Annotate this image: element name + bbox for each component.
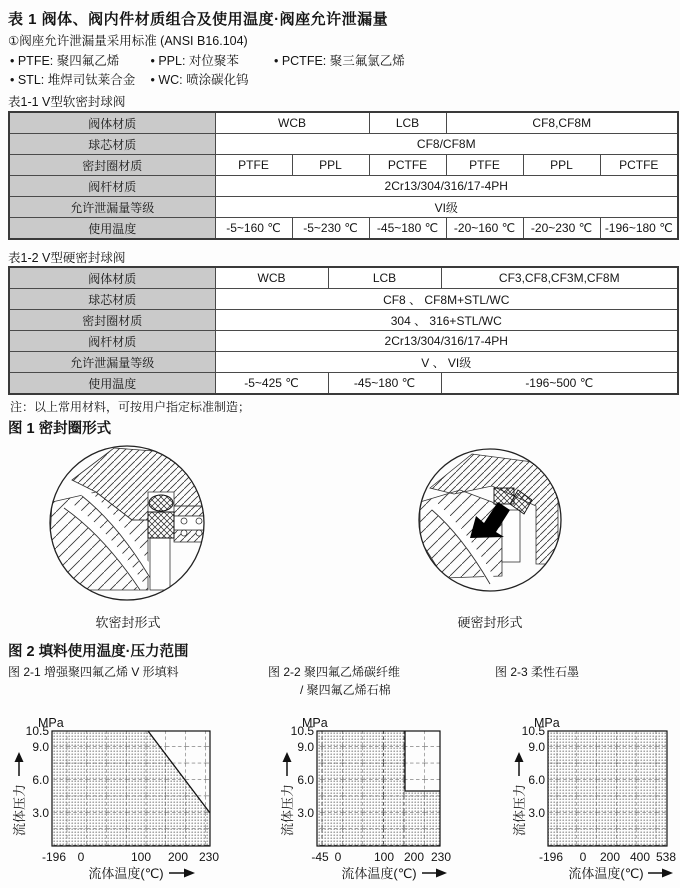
cell-body-wcb: WCB	[215, 267, 328, 289]
row-label: 球芯材质	[9, 289, 215, 310]
y-axis-label: 流体压力	[280, 783, 295, 836]
table1-1-caption: 表1-1 V型软密封球阀	[8, 95, 126, 109]
figure1-title: 图 1 密封圈形式	[8, 421, 112, 437]
cell-leakage-class: VI级	[215, 197, 678, 218]
x-axis-arrow-icon	[662, 869, 673, 878]
y-tick: 6.0	[32, 773, 49, 787]
spring-pin	[181, 518, 187, 524]
abbr-pctfe: • PCTFE: 聚三氟氯乙烯	[273, 54, 405, 68]
y-axis-arrow-icon	[15, 752, 24, 762]
x-tick: -196	[538, 850, 564, 864]
row-label: 密封圈材质	[9, 155, 215, 176]
cell-temp-5: -20~230 ℃	[523, 218, 600, 240]
x-tick: 400	[629, 850, 651, 864]
abbr-ptfe: • PTFE: 聚四氟乙烯	[10, 54, 120, 68]
x-axis-arrow-icon	[436, 869, 447, 878]
table-row-stem-material	[9, 331, 678, 352]
cell-temp-6: -196~180 ℃	[600, 218, 678, 240]
seat-retainer-lower	[174, 530, 212, 542]
abbreviation-row-2	[10, 70, 249, 88]
abbr-stl: • STL: 堆焊司钛莱合金	[10, 73, 136, 87]
y-axis-label: 流体压力	[512, 783, 527, 836]
seat-bore-channel	[150, 538, 170, 590]
y-axis-arrow-icon	[515, 752, 524, 762]
chart1-caption: 图 2-1 增强聚四氟乙烯 V 形填料	[8, 665, 179, 679]
y-tick: 6.0	[528, 773, 545, 787]
row-label: 使用温度	[9, 373, 215, 395]
hard-seal-diagram	[414, 444, 566, 596]
soft-seat-ring	[148, 512, 174, 538]
y-tick: 10.5	[25, 724, 49, 738]
cell-body-cf8: CF8,CF8M	[446, 112, 678, 134]
chart2-caption-line1: 图 2-2 聚四氟乙烯碳纤维	[268, 665, 401, 679]
spring-pin	[196, 530, 202, 536]
chart3-caption: 图 2-3 柔性石墨	[495, 665, 580, 679]
y-tick: 9.0	[297, 740, 314, 754]
cell-temp-2: -45~180 ℃	[328, 373, 441, 395]
x-axis-label: 流体温度(℃)	[568, 866, 644, 881]
cell-seat-1: PTFE	[215, 155, 292, 176]
cell-stem-material: 2Cr13/304/316/17-4PH	[215, 176, 678, 197]
seat-channel	[174, 516, 212, 530]
row-label: 允许泄漏量等级	[9, 197, 215, 218]
cell-stem-material: 2Cr13/304/316/17-4PH	[215, 331, 678, 352]
cell-body-cf: CF3,CF8,CF3M,CF8M	[441, 267, 678, 289]
cell-temp-3: -196~500 ℃	[441, 373, 678, 395]
figure2-title: 图 2 填料使用温度·压力范围	[8, 644, 189, 660]
abbr-wc: • WC: 喷涂碳化钨	[150, 73, 249, 87]
cell-ball-material: CF8/CF8M	[215, 134, 678, 155]
x-axis-label: 流体温度(℃)	[341, 866, 417, 881]
cell-seat-2: PPL	[292, 155, 369, 176]
cell-seat-material: 304 、 316+STL/WC	[215, 310, 678, 331]
y-tick: 10.5	[290, 724, 314, 738]
table-row-body-material	[9, 267, 678, 289]
x-axis-arrow-icon	[184, 869, 195, 878]
x-tick: -45	[311, 850, 329, 864]
row-label: 阀杆材质	[9, 331, 215, 352]
x-tick: 200	[167, 850, 189, 864]
table-row-seat-material	[9, 310, 678, 331]
table-row-leakage-class	[9, 197, 678, 218]
x-tick: 100	[130, 850, 152, 864]
table-row-temperature	[9, 218, 678, 240]
x-tick: 0	[579, 850, 587, 864]
cell-body-lcb: LCB	[328, 267, 441, 289]
row-label: 允许泄漏量等级	[9, 352, 215, 373]
table1-2-caption: 表1-2 V型硬密封球阀	[8, 251, 126, 265]
spring-pin	[196, 518, 202, 524]
row-label: 使用温度	[9, 218, 215, 240]
materials-note: 注：以上常用材料，可按用户指定标准制造；	[10, 400, 251, 414]
abbr-ppl: • PPL: 对位聚苯	[150, 54, 239, 68]
plot-area	[52, 731, 210, 846]
row-label: 阀体材质	[9, 112, 215, 134]
soft-seal-caption: 软密封形式	[95, 615, 161, 630]
y-axis-arrow-icon	[283, 752, 292, 762]
row-label: 密封圈材质	[9, 310, 215, 331]
row-label: 球芯材质	[9, 134, 215, 155]
table-row-stem-material	[9, 176, 678, 197]
cell-body-wcb: WCB	[215, 112, 369, 134]
spring-pin	[181, 530, 187, 536]
chart-reinforced-ptfe-v-packing	[8, 714, 238, 888]
table-hard-seal-ball-valve	[8, 266, 679, 395]
cell-seat-6: PCTFE	[600, 155, 678, 176]
seat-retainer-upper	[174, 506, 212, 516]
table-row-temperature	[9, 373, 678, 395]
row-label: 阀杆材质	[9, 176, 215, 197]
y-axis-unit: MPa	[302, 716, 328, 730]
y-tick: 3.0	[528, 806, 545, 820]
x-tick: 230	[430, 850, 452, 864]
x-tick: 200	[403, 850, 425, 864]
cell-leakage-class: V 、 VI级	[215, 352, 678, 373]
table-row-seat-material	[9, 155, 678, 176]
leakage-standard-note: ①阀座允许泄漏量采用标准 (ANSI B16.104)	[8, 34, 248, 48]
y-tick: 3.0	[32, 806, 49, 820]
cell-temp-4: -20~160 ℃	[446, 218, 523, 240]
cell-seat-5: PPL	[523, 155, 600, 176]
soft-seal-diagram	[44, 440, 212, 608]
cell-body-lcb: LCB	[369, 112, 446, 134]
x-tick: 200	[599, 850, 621, 864]
y-tick: 10.5	[521, 724, 545, 738]
table-row-leakage-class	[9, 352, 678, 373]
plot-area	[548, 731, 667, 846]
y-tick: 9.0	[528, 740, 545, 754]
abbreviation-row-1	[10, 51, 405, 69]
y-axis-unit: MPa	[38, 716, 64, 730]
y-tick: 9.0	[32, 740, 49, 754]
x-tick: 230	[198, 850, 220, 864]
y-axis-unit: MPa	[534, 716, 560, 730]
o-ring-seal	[149, 495, 173, 511]
x-axis-label: 流体温度(℃)	[88, 866, 164, 881]
row-label: 阀体材质	[9, 267, 215, 289]
page-title: 表 1 阀体、阀内件材质组合及使用温度·阀座允许泄漏量	[8, 11, 389, 28]
y-tick: 6.0	[297, 773, 314, 787]
x-tick: 0	[77, 850, 85, 864]
cell-temp-1: -5~425 ℃	[215, 373, 328, 395]
table-row-ball-material	[9, 289, 678, 310]
x-tick: 538	[655, 850, 677, 864]
plot-area	[317, 731, 440, 846]
cell-seat-3: PCTFE	[369, 155, 446, 176]
cell-ball-material: CF8 、 CF8M+STL/WC	[215, 289, 678, 310]
cell-temp-1: -5~160 ℃	[215, 218, 292, 240]
hard-seal-caption: 硬密封形式	[457, 615, 523, 630]
table-row-body-material	[9, 112, 678, 134]
table-row-ball-material	[9, 134, 678, 155]
chart2-caption-line2: / 聚四氟乙烯石棉	[300, 683, 391, 697]
chart-flexible-graphite	[478, 714, 680, 888]
table-soft-seal-ball-valve	[8, 111, 679, 240]
cell-temp-2: -5~230 ℃	[292, 218, 369, 240]
x-tick: 100	[373, 850, 395, 864]
cell-seat-4: PTFE	[446, 155, 523, 176]
x-tick: 0	[334, 850, 342, 864]
cell-temp-3: -45~180 ℃	[369, 218, 446, 240]
y-axis-label: 流体压力	[12, 783, 27, 836]
x-tick: -196	[41, 850, 67, 864]
chart-ptfe-carbon-fiber	[240, 714, 470, 888]
y-tick: 3.0	[297, 806, 314, 820]
